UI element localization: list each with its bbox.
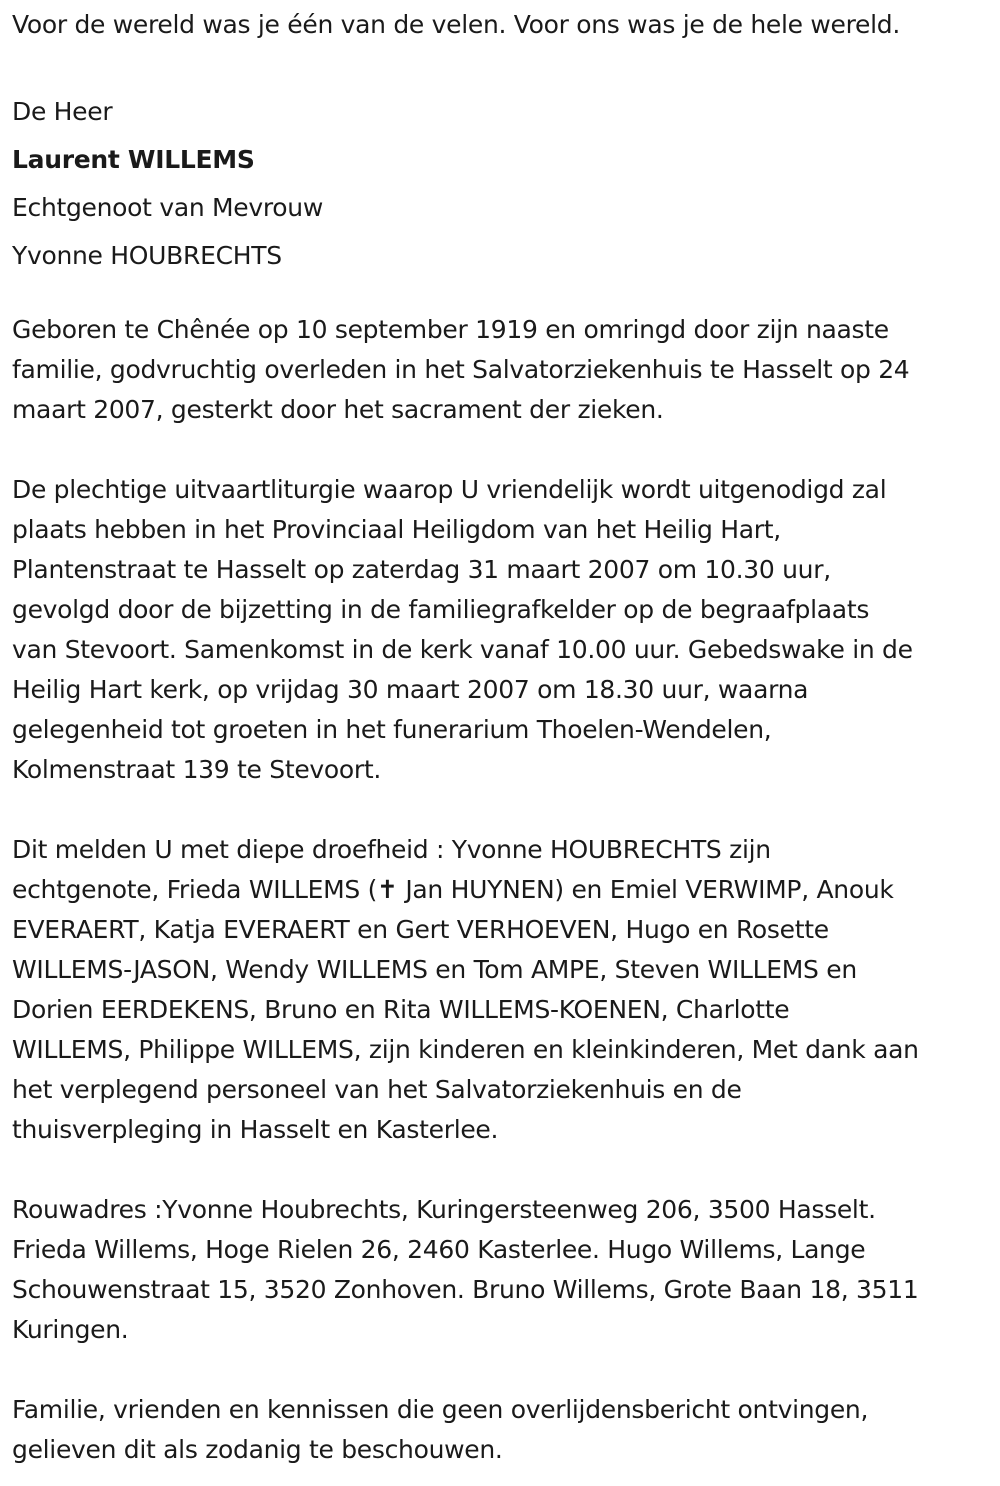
spouse-name: Yvonne HOUBRECHTS [12,241,282,270]
paragraph-line: plaats hebben in het Provinciaal Heiligdom van het Heilig Hart, [12,515,781,544]
birth-death-paragraph [12,310,909,430]
paragraph-line: maart 2007, gesterkt door het sacrament der zieken. [12,395,664,424]
paragraph-line: De plechtige uitvaartliturgie waarop U vriendelijk wordt uitgenodigd zal [12,475,887,504]
paragraph-line: Familie, vrienden en kennissen die geen overlijdensbericht ontvingen, [12,1395,869,1424]
salutation: De Heer [12,97,113,126]
paragraph-line: familie, godvruchtig overleden in het Salvatorziekenhuis te Hasselt op 24 [12,355,910,384]
paragraph-line: Heilig Hart kerk, op vrijdag 30 maart 2007 om 18.30 uur, waarna [12,675,809,704]
paragraph-line: van Stevoort. Samenkomst in de kerk vanaf 10.00 uur. Gebedswake in de [12,635,913,664]
deceased-block [12,88,323,280]
paragraph-line: Dit melden U met diepe droefheid : Yvonne HOUBRECHTS zijn [12,835,771,864]
paragraph-line: Dorien EERDEKENS, Bruno en Rita WILLEMS-KOENEN, Charlotte [12,995,790,1024]
paragraph-line: WILLEMS-JASON, Wendy WILLEMS en Tom AMPE, Steven WILLEMS en [12,955,857,984]
paragraph-line: thuisverpleging in Hasselt en Kasterlee. [12,1115,499,1144]
addresses-paragraph [12,1190,918,1350]
paragraph-line: Kuringen. [12,1315,129,1344]
family-paragraph [12,830,919,1150]
closing-paragraph [12,1390,868,1470]
motto: Voor de wereld was je één van de velen. Voor ons was je de hele wereld. [12,10,900,39]
paragraph-line: WILLEMS, Philippe WILLEMS, zijn kinderen en kleinkinderen, Met dank aan [12,1035,919,1064]
paragraph-line: EVERAERT, Katja EVERAERT en Gert VERHOEVEN, Hugo en Rosette [12,915,829,944]
paragraph-line: gevolgd door de bijzetting in de familiegrafkelder op de begraafplaats [12,595,870,624]
paragraph-line: Plantenstraat te Hasselt op zaterdag 31 maart 2007 om 10.30 uur, [12,555,831,584]
paragraph-line: Geboren te Chênée op 10 september 1919 en omringd door zijn naaste [12,315,889,344]
paragraph-line: Frieda Willems, Hoge Rielen 26, 2460 Kasterlee. Hugo Willems, Lange [12,1235,866,1264]
paragraph-line: gelieven dit als zodanig te beschouwen. [12,1435,503,1464]
paragraph-line: echtgenote, Frieda WILLEMS (✝ Jan HUYNEN) en Emiel VERWIMP, Anouk [12,875,894,904]
paragraph-line: Kolmenstraat 139 te Stevoort. [12,755,382,784]
paragraph-line: het verplegend personeel van het Salvatorziekenhuis en de [12,1075,742,1104]
relation: Echtgenoot van Mevrouw [12,193,323,222]
paragraph-line: Rouwadres :Yvonne Houbrechts, Kuringersteenweg 206, 3500 Hasselt. [12,1195,876,1224]
funeral-paragraph [12,470,913,790]
paragraph-line: gelegenheid tot groeten in het funerarium Thoelen-Wendelen, [12,715,772,744]
deceased-name: Laurent WILLEMS [12,145,255,174]
paragraph-line: Schouwenstraat 15, 3520 Zonhoven. Bruno Willems, Grote Baan 18, 3511 [12,1275,919,1304]
